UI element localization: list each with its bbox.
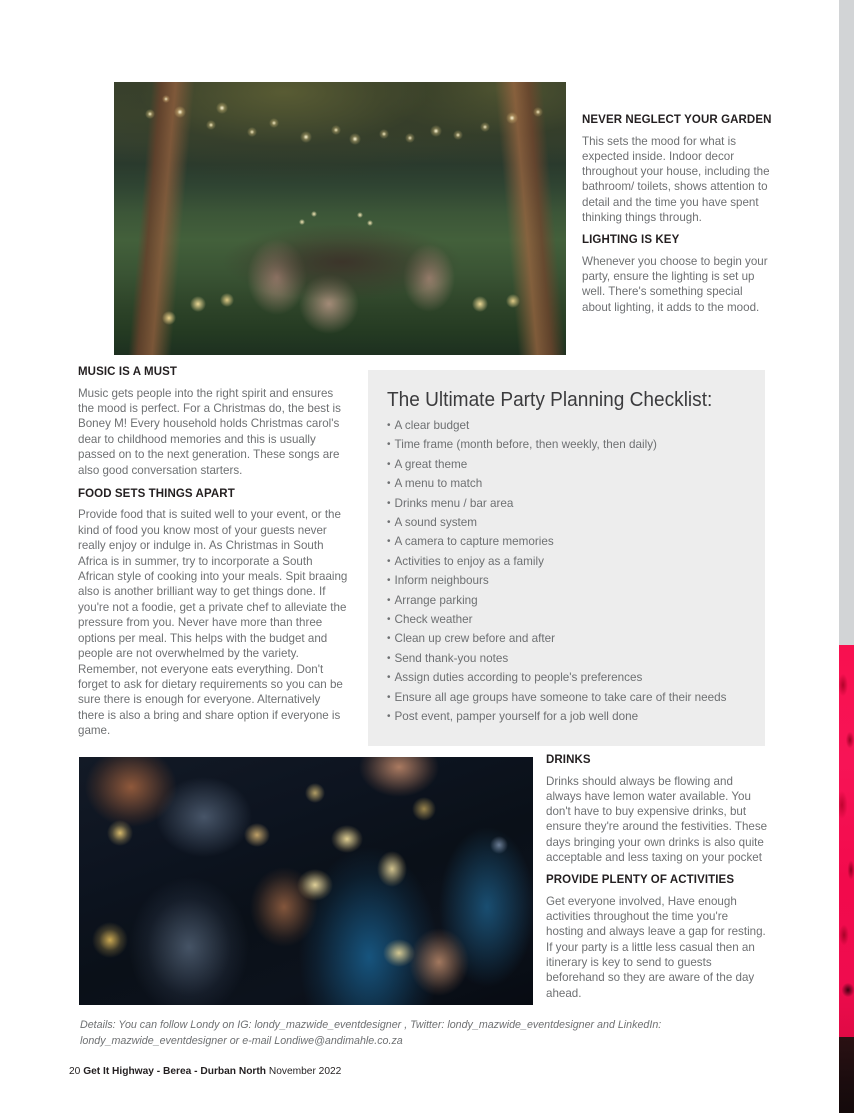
checklist-item: • Activities to enjoy as a family	[387, 552, 755, 571]
heading-drinks: DRINKS	[546, 754, 591, 766]
drinks-and-activities-column	[546, 753, 768, 1001]
heading-provide-plenty-of-activities: PROVIDE PLENTY OF ACTIVITIES	[546, 874, 735, 887]
next-page-edge-sliver	[839, 0, 854, 1113]
checklist-item: • A clear budget	[387, 416, 755, 435]
checklist-title: The Ultimate Party Planning Checklist:	[387, 388, 713, 411]
garden-dinner-photo	[114, 82, 566, 355]
checklist-item: • A menu to match	[387, 474, 755, 493]
page-footer	[69, 1065, 341, 1078]
paragraph-provide-plenty-of-activities: Get everyone involved, Have enough activities throughout the time you're hosting and always leave a gap for resting. If your party is a little less casual then an itinerary is key to send to guests beforehand so they are aware of the day ahead.	[546, 894, 766, 1000]
checklist-item: • Time frame (month before, then weekly, then daily)	[387, 435, 755, 454]
heading-music-is-a-must: MUSIC IS A MUST	[78, 366, 178, 378]
checklist-item: • Assign duties according to people's preferences	[387, 668, 755, 687]
next-page-pink-artwork	[839, 645, 854, 1037]
paragraph-food-sets-things-apart: Provide food that is suited well to your event, or the kind of food you know most of your guests never really enjoy or indulge in. As Christmas in South Africa is in summer, try to incorporate a South African style of cooking into your meals. Spit braaing also is another brilliant way to get things done. If you're not a foodie, get a private chef to alleviate the pressure from you. Never have more than three options per meal. This helps with the budget and people are not overwhelmed by the variety. Remember, not everyone eats everything. Don't forget to ask for dietary requirements so you can be sure there is enough for everyone. Alternatively there is also a bring and share option if everyone is game.	[78, 508, 348, 738]
checklist-item: • Send thank-you notes	[387, 649, 755, 668]
champagne-toast-photo	[79, 757, 533, 1005]
footer-issue-date: November 2022	[268, 1066, 342, 1077]
paragraph-never-neglect-your-garden: This sets the mood for what is expected inside. Indoor decor throughout your house, including the bathroom/ toilets, shows attention to detail and the time you have spent thinking things through.	[582, 134, 770, 224]
checklist-item: • Inform neighbours	[387, 571, 755, 590]
checklist-item: • A camera to capture memories	[387, 532, 755, 551]
checklist-item: • A great theme	[387, 455, 755, 474]
checklist-item: • Clean up crew before and after	[387, 629, 755, 648]
heading-food-sets-things-apart: FOOD SETS THINGS APART	[78, 487, 235, 500]
paragraph-lighting-is-key: Whenever you choose to begin your party, ensure the lighting is set up well. There's something special about lighting, it adds to the mood.	[582, 254, 768, 314]
checklist-item: • Check weather	[387, 610, 755, 629]
paragraph-drinks: Drinks should always be flowing and always have lemon water available. You don't have to buy expensive drinks, but ensure they're around the festivities. These days bringing your own drinks is also quite acceptable and less taxing on your pocket	[546, 774, 768, 864]
heading-never-neglect-your-garden: NEVER NEGLECT YOUR GARDEN	[582, 114, 772, 126]
footer-publication-title: Get It Highway - Berea - Durban North	[83, 1066, 267, 1077]
checklist-item: • Post event, pamper yourself for a job well done	[387, 707, 755, 726]
party-planning-checklist-box	[368, 370, 765, 746]
checklist-item-list	[387, 416, 755, 727]
next-page-dark-band	[839, 1037, 854, 1113]
music-and-food-column	[78, 365, 348, 739]
checklist-item: • Drinks menu / bar area	[387, 494, 755, 513]
checklist-item: • Ensure all age groups have someone to take care of their needs	[387, 688, 755, 707]
checklist-item: • Arrange parking	[387, 591, 755, 610]
contact-details-note: Details: You can follow Londy on IG: londy_mazwide_eventdesigner , Twitter: londy_mazwide_eventdesigner and LinkedIn: londy_mazwide_eventdesigner or e-mail Londiwe@andimahle.co.za	[80, 1019, 662, 1047]
heading-lighting-is-key: LIGHTING IS KEY	[582, 234, 680, 247]
footer-page-number: 20	[69, 1066, 81, 1077]
checklist-item: • A sound system	[387, 513, 755, 532]
never-neglect-your-garden-column	[582, 113, 774, 315]
paragraph-music-is-a-must: Music gets people into the right spirit and ensures the mood is perfect. For a Christmas do, the best is Boney M! Every household holds Christmas carol's dear to childhood memories and this is usually passed on to the next generation. These songs are also good conversation starters.	[78, 386, 341, 477]
